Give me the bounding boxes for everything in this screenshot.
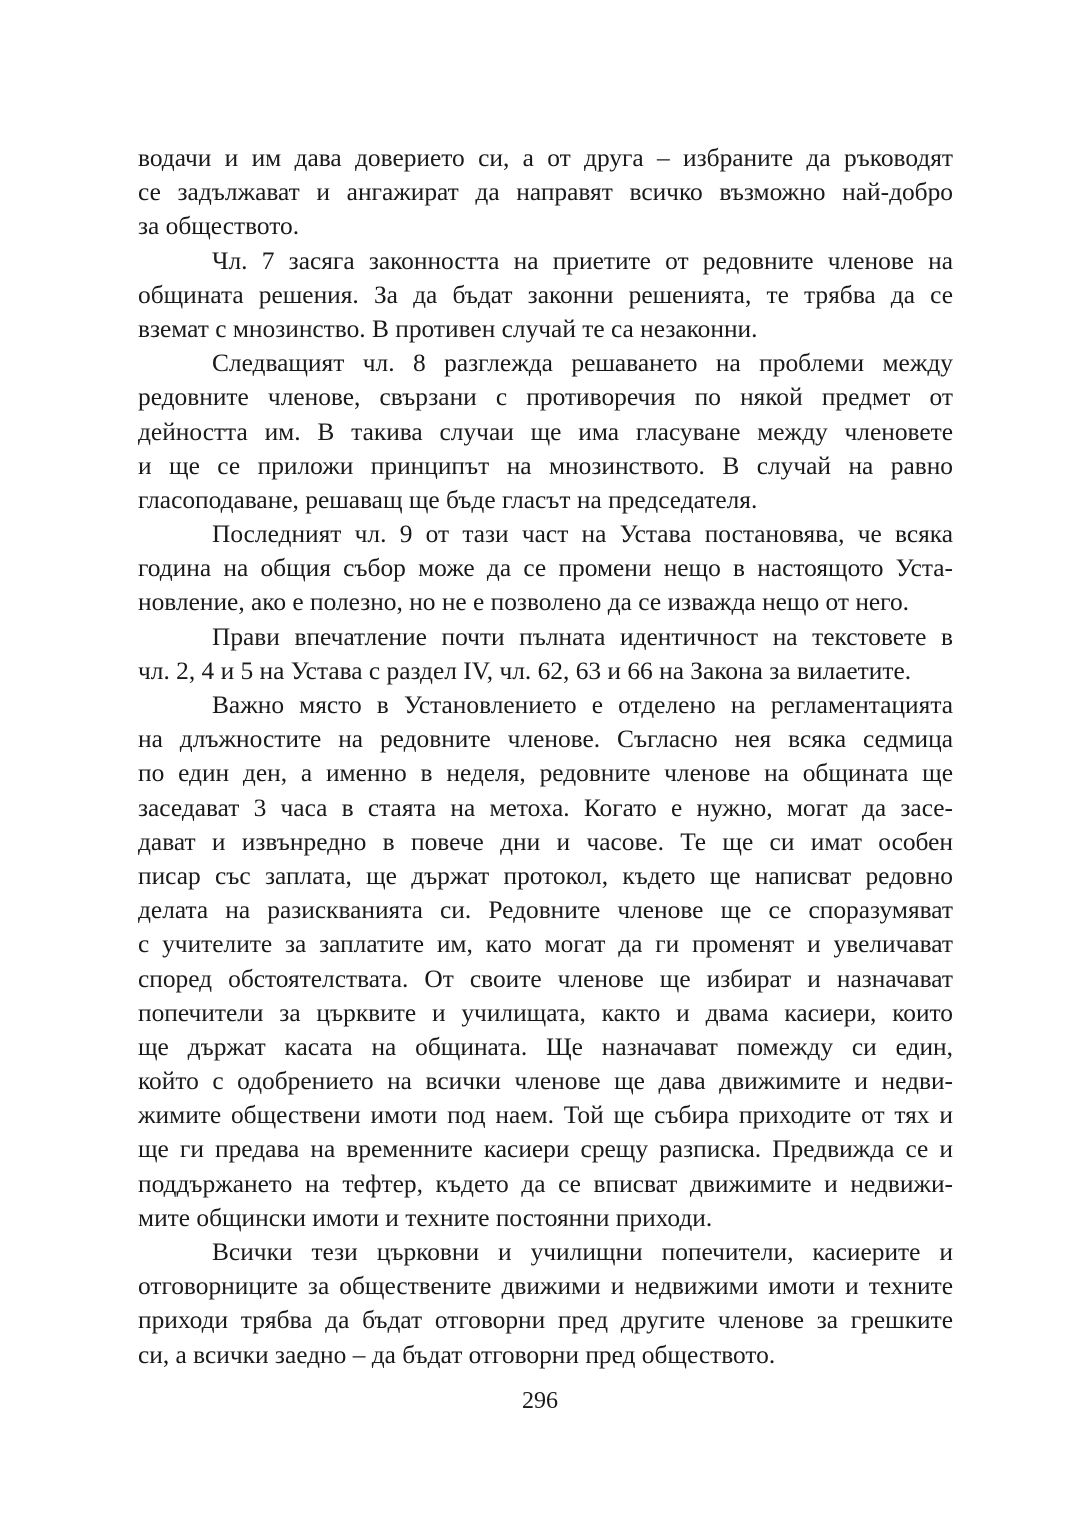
text-line: попечители за църквите и училищата, както и двама касиери, които xyxy=(138,998,953,1027)
text-line: общината решения. За да бъдат законни решенията, те трябва да се xyxy=(138,280,953,309)
text-line: редовните членове, свързани с противоречия по някой предмет от xyxy=(138,383,953,412)
text-line: година на общия събор може да се промени нещо в настоящото Уста- xyxy=(138,554,953,583)
text-line: който с одобрението на всички членове ще дава движимите и недви- xyxy=(138,1067,953,1096)
text-line: отговорниците за обществените движими и недвижими имоти и техните xyxy=(138,1272,953,1301)
text-line: се задължават и ангажират да направят всичко възможно най-добро xyxy=(138,178,953,207)
text-line: новление, ако е полезно, но не е позволено да се изважда нещо от него. xyxy=(138,588,910,617)
text-line: дават и извънредно в повече дни и часове. Те ще си имат особен xyxy=(138,827,953,856)
paragraph xyxy=(138,244,953,347)
paragraph xyxy=(138,346,953,517)
text-line: Всички тези църковни и училищни попечители, касиерите и xyxy=(212,1238,953,1266)
text-line: Последният чл. 9 от тази част на Устава постановява, че всяка xyxy=(212,520,953,549)
text-line: ще ги предава на временните касиери срещу разписка. Предвижда се и xyxy=(138,1135,953,1164)
body-text xyxy=(138,141,953,1372)
text-line: си, а всички заедно – да бъдат отговорни пред обществото. xyxy=(138,1340,776,1369)
text-line: водачи и им дава доверието си, а от друга – избраните да ръководят xyxy=(138,144,953,172)
paragraph xyxy=(138,141,953,244)
text-line: Важно място в Установлението е отделено на регламентацията xyxy=(212,691,953,719)
text-line: на длъжностите на редовните членове. Съгласно нея всяка седмица xyxy=(138,725,953,754)
text-line: делата на разискванията си. Редовните членове ще се споразумяват xyxy=(138,896,953,925)
text-line: мите общински имоти и техните постоянни приходи. xyxy=(138,1203,713,1232)
text-line: според обстоятелствата. От своите членове ще избират и назначават xyxy=(138,964,953,993)
text-line: Следващият чл. 8 разглежда решаването на проблеми между xyxy=(212,349,953,378)
text-line: по един ден, а именно в неделя, редовните членове на общината ще xyxy=(138,759,953,788)
text-line: Прави впечатление почти пълната идентичност на текстовете в xyxy=(212,622,953,651)
page-number: 296 xyxy=(522,1388,558,1414)
text-line: гласоподаване, решаващ ще бъде гласът на председателя. xyxy=(138,485,758,514)
paragraph xyxy=(138,688,953,1235)
text-line: писар със заплата, ще държат протокол, където ще написват редовно xyxy=(138,861,953,890)
text-line: заседават 3 часа в стаята на метоха. Когато е нужно, могат да засе- xyxy=(138,793,953,822)
text-line: Чл. 7 засяга законността на приетите от редовните членове на xyxy=(212,246,953,275)
paragraph xyxy=(138,517,953,620)
text-line: вземат с мнозинство. В противен случай те са незаконни. xyxy=(138,314,758,343)
paragraph xyxy=(138,1235,953,1372)
text-line: жимите обществени имоти под наем. Той ще събира приходите от тях и xyxy=(138,1101,953,1130)
text-line: и ще се приложи принципът на мнозинството. В случай на равно xyxy=(138,451,953,480)
text-line: дейността им. В такива случаи ще има гласуване между членовете xyxy=(138,417,953,446)
paragraph xyxy=(138,620,953,688)
text-line: за обществото. xyxy=(138,212,300,241)
text-line: поддържането на тефтер, където да се вписват движимите и недвижи- xyxy=(138,1169,953,1198)
text-line: с учителите за заплатите им, като могат да ги променят и увеличават xyxy=(138,930,953,959)
text-line: чл. 2, 4 и 5 на Устава с раздел IV, чл. 62, 63 и 66 на Закона за вилаетите. xyxy=(138,656,912,685)
text-line: ще държат касата на общината. Ще назначават помежду си един, xyxy=(138,1032,953,1061)
text-line: приходи трябва да бъдат отговорни пред другите членове за грешките xyxy=(138,1306,953,1335)
